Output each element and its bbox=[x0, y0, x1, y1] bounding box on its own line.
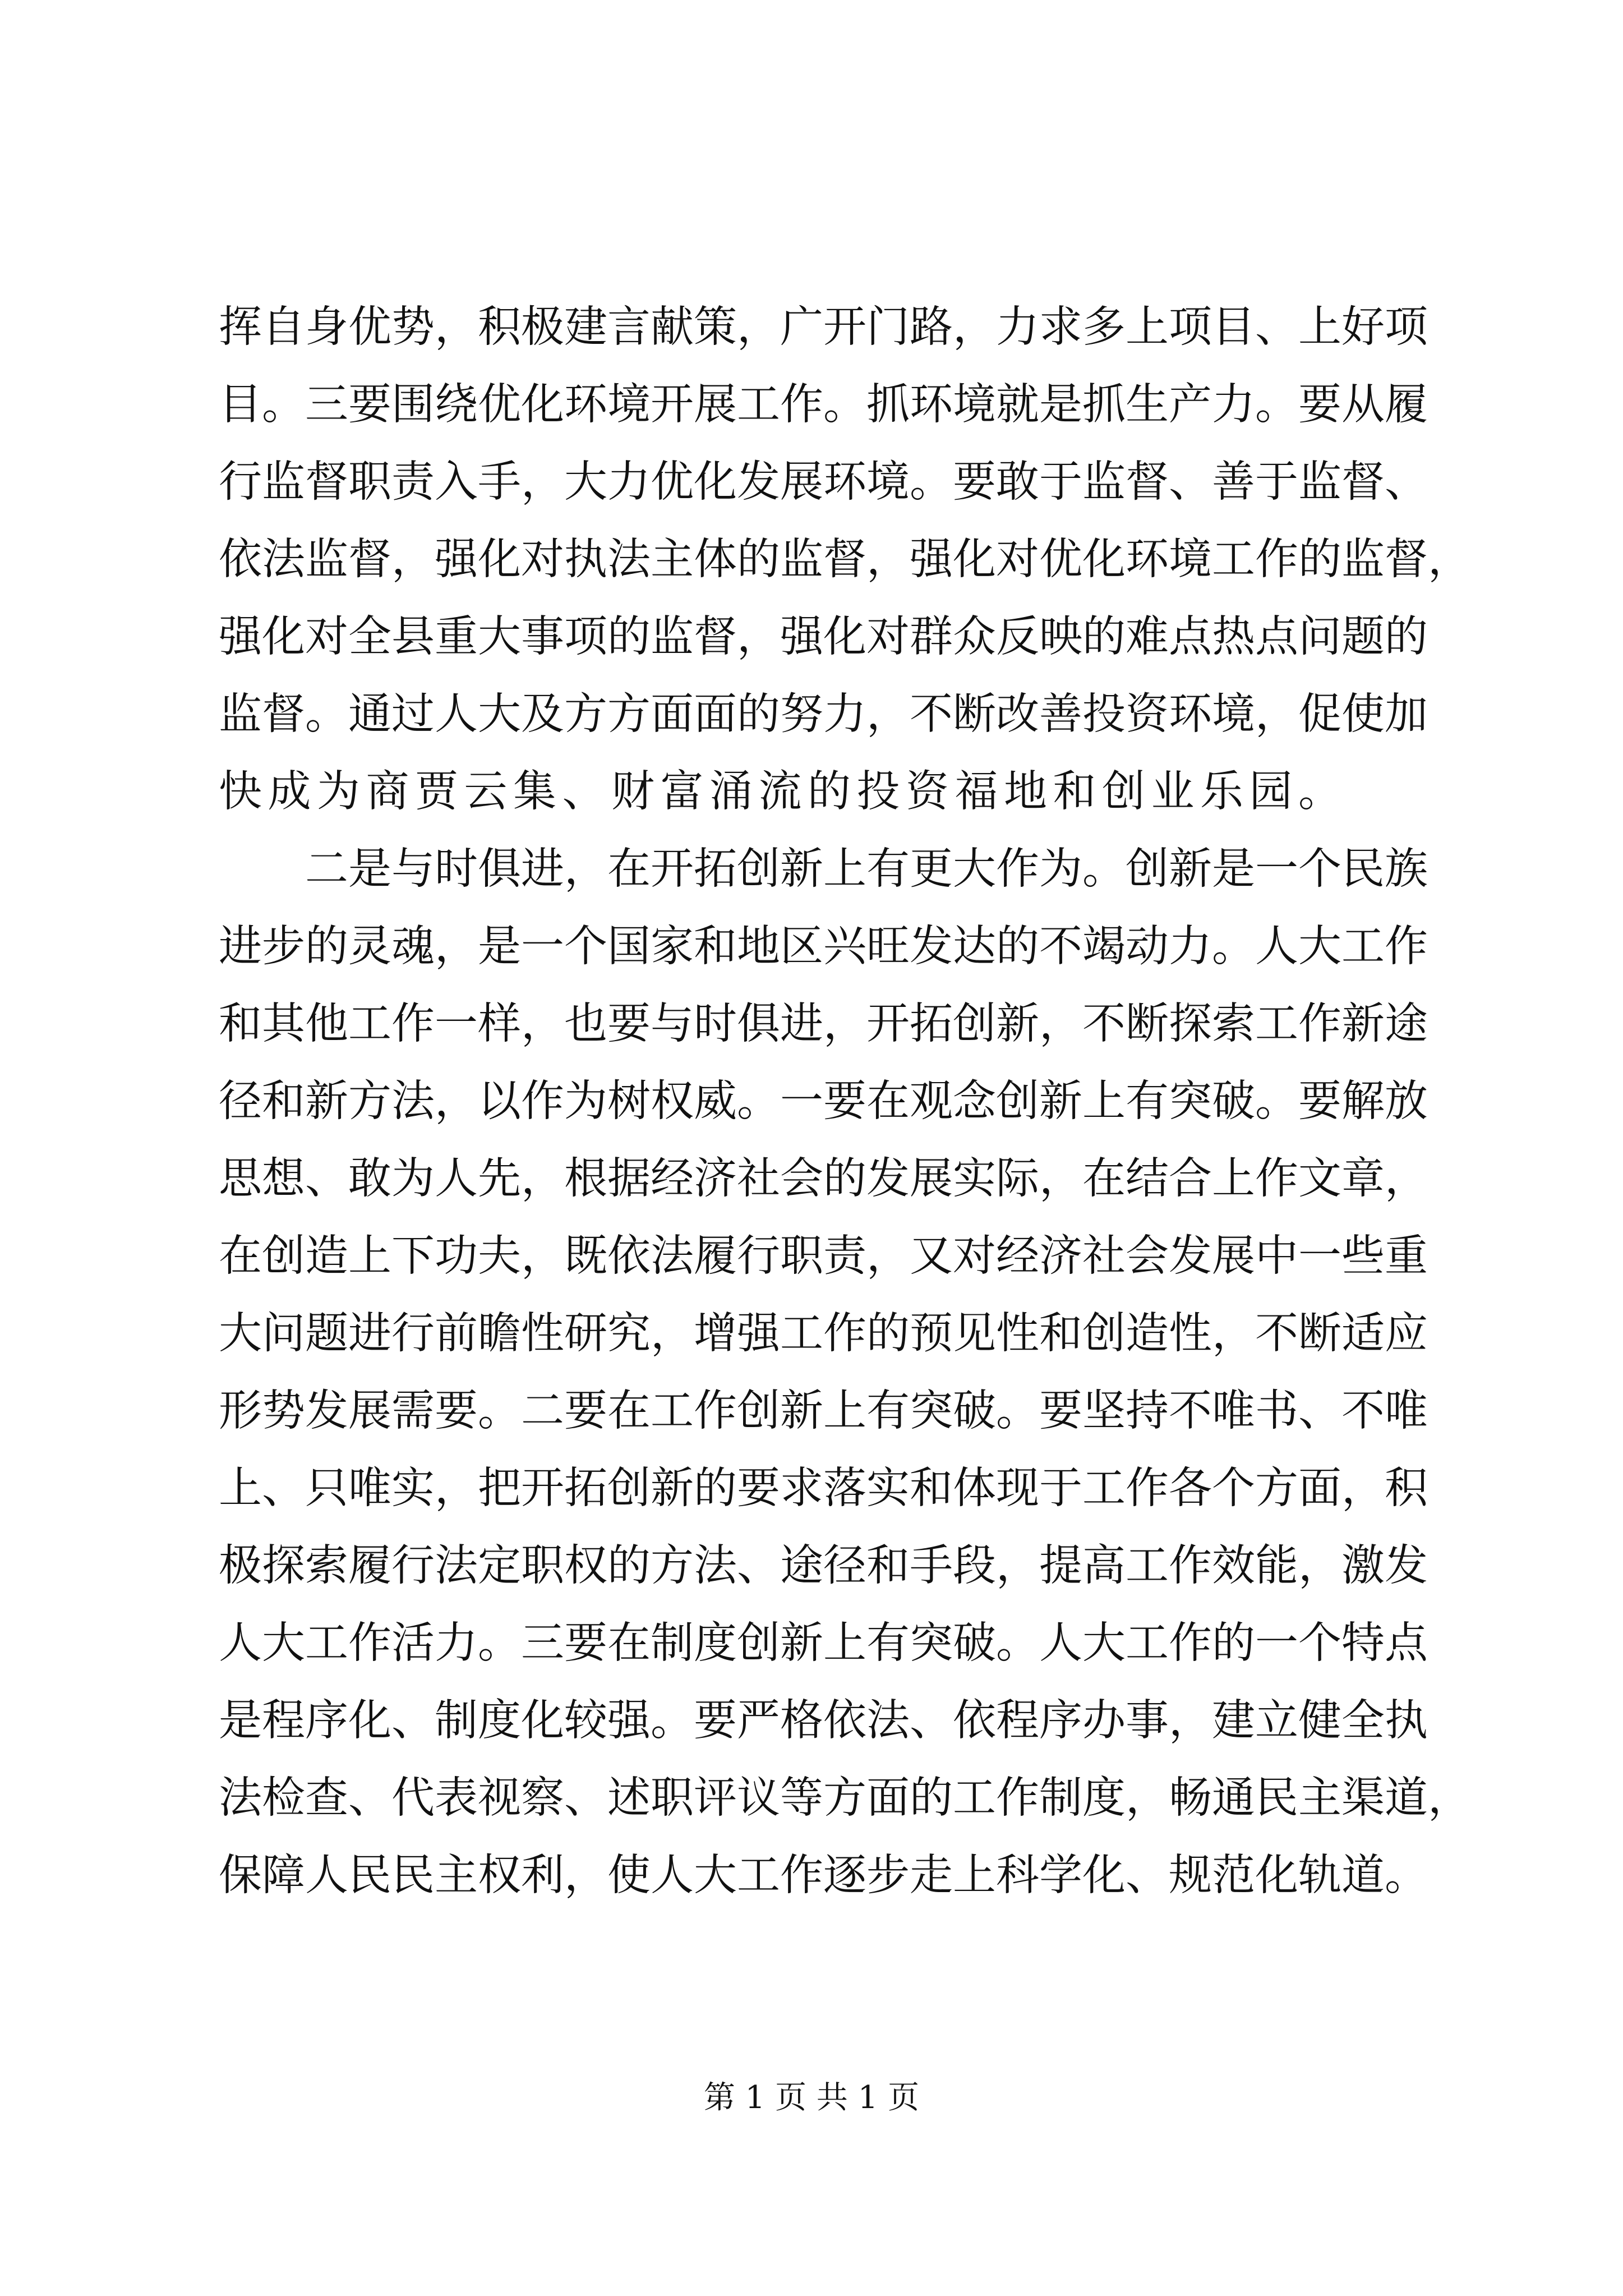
text-line: 是 程 序 化 、 制 度 化 较 强 。 要 严 格 依 法 、 依 程 序 办 事 ， 建 立 健 全 执 bbox=[219, 1696, 1428, 1746]
text-line: 径 和 新 方 法 ， 以 作 为 树 权 威 。 一 要 在 观 念 创 新 上 有 突 破 。 要 解 放 bbox=[219, 1076, 1428, 1126]
text-line: 形 势 发 展 需 要 。 二 要 在 工 作 创 新 上 有 突 破 。 要 坚 持 不 唯 书 、 不 唯 bbox=[219, 1386, 1428, 1436]
text-line: 极 探 索 履 行 法 定 职 权 的 方 法 、 途 径 和 手 段 ， 提 高 工 作 效 能 ， 激 发 bbox=[219, 1541, 1428, 1591]
text-line: 依 法 监 督 ， 强 化 对 执 法 主 体 的 监 督 ， 强 化 对 优 化 环 境 工 作 的 监 督 ， bbox=[219, 535, 1471, 585]
text-line: 上 、 只 唯 实 ， 把 开 拓 创 新 的 要 求 落 实 和 体 现 于 工 作 各 个 方 面 ， 积 bbox=[219, 1464, 1428, 1513]
text-line: 强 化 对 全 县 重 大 事 项 的 监 督 ， 强 化 对 群 众 反 映 的 难 点 热 点 问 题 的 bbox=[219, 612, 1428, 662]
text-line: 大 问 题 进 行 前 瞻 性 研 究 ， 增 强 工 作 的 预 见 性 和 创 造 性 ， 不 断 适 应 bbox=[219, 1309, 1428, 1359]
text-line: 思 想 、 敢 为 人 先 ， 根 据 经 济 社 会 的 发 展 实 际 ， 在 结 合 上 作 文 章 ， bbox=[219, 1154, 1428, 1204]
text-line: 保 障 人 民 民 主 权 利 ， 使 人 大 工 作 逐 步 走 上 科 学 化 、 规 范 化 轨 道 。 bbox=[219, 1851, 1428, 1901]
text-line: 法 检 查 、 代 表 视 察 、 述 职 评 议 等 方 面 的 工 作 制 度 ， 畅 通 民 主 渠 道 ， bbox=[219, 1773, 1471, 1823]
text-line: 挥 自 身 优 势 ， 积 极 建 言 献 策 ， 广 开 门 路 ， 力 求 多 上 项 目 、 上 好 项 bbox=[219, 302, 1428, 352]
text-line: 目 。 三 要 围 绕 优 化 环 境 开 展 工 作 。 抓 环 境 就 是 抓 生 产 力 。 要 从 履 bbox=[219, 380, 1428, 430]
text-line: 二 是 与 时 俱 进 ， 在 开 拓 创 新 上 有 更 大 作 为 。 创 新 是 一 个 民 族 bbox=[305, 844, 1428, 894]
body-text bbox=[219, 289, 1471, 1915]
page-footer: 第 1 页 共 1 页 bbox=[703, 2079, 920, 2116]
text-line: 监 督 。 通 过 人 大 及 方 方 面 面 的 努 力 ， 不 断 改 善 投 资 环 境 ， 促 使 加 bbox=[219, 689, 1428, 739]
text-line: 在 创 造 上 下 功 夫 ， 既 依 法 履 行 职 责 ， 又 对 经 济 社 会 发 展 中 一 些 重 bbox=[219, 1231, 1428, 1281]
text-line: 进 步 的 灵 魂 ， 是 一 个 国 家 和 地 区 兴 旺 发 达 的 不 竭 动 力 。 人 大 工 作 bbox=[219, 922, 1428, 972]
text-line: 和 其 他 工 作 一 样 ， 也 要 与 时 俱 进 ， 开 拓 创 新 ， 不 断 探 索 工 作 新 途 bbox=[219, 999, 1428, 1049]
text-line: 行 监 督 职 责 入 手 ， 大 力 优 化 发 展 环 境 。 要 敢 于 监 督 、 善 于 监 督 、 bbox=[219, 457, 1428, 507]
text-line: 人 大 工 作 活 力 。 三 要 在 制 度 创 新 上 有 突 破 。 人 大 工 作 的 一 个 特 点 bbox=[219, 1618, 1428, 1668]
text-line: 快成为商贾云集、财富涌流的投资福地和创业乐园。 bbox=[219, 767, 1348, 817]
